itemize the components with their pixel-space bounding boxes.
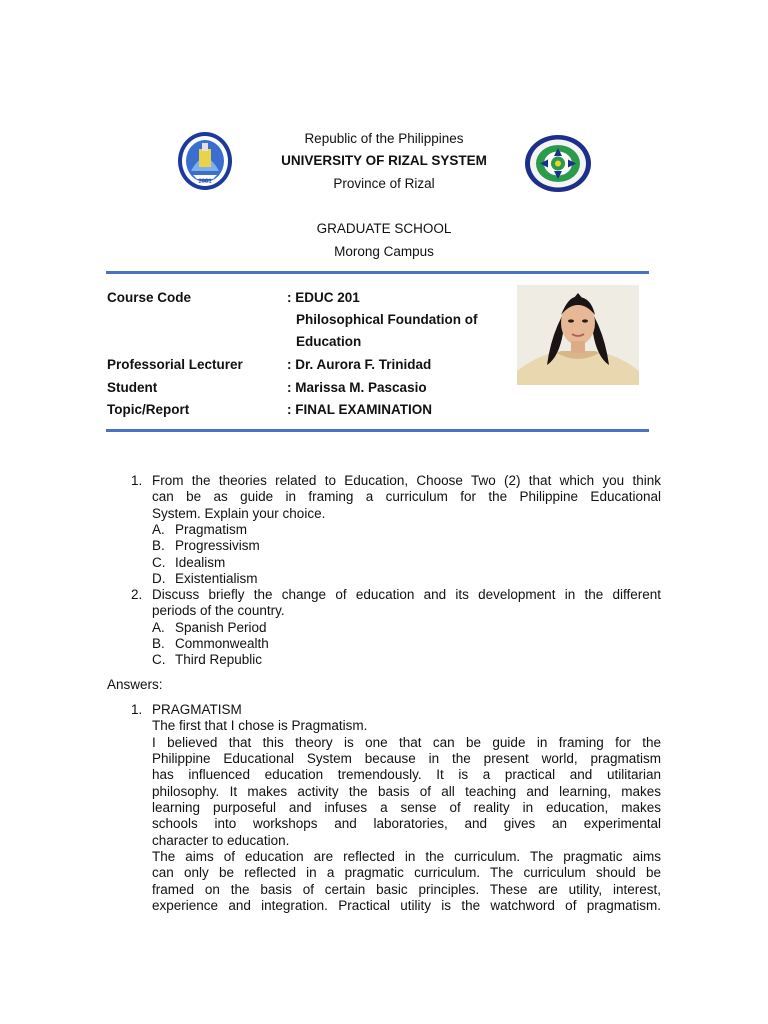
university-name: UNIVERSITY OF RIZAL SYSTEM bbox=[281, 153, 487, 168]
option-letter: C. bbox=[152, 652, 166, 667]
answer-line: philosophy. It makes activity the basis of all teaching and learning, makes bbox=[152, 784, 661, 799]
question-1-line: System. Explain your choice. bbox=[152, 506, 326, 521]
answer-line: can only be reflected in a pragmatic curriculum. The curriculum should be bbox=[152, 865, 661, 880]
answers-label: Answers: bbox=[107, 677, 163, 692]
option-text: Third Republic bbox=[175, 652, 263, 667]
question-1-line: can be as guide in framing a curriculum for the Philippine Educational bbox=[152, 489, 661, 504]
graduate-school-line: GRADUATE SCHOOL bbox=[316, 221, 452, 236]
student-photo bbox=[517, 285, 639, 385]
left-seal-year: 2001 bbox=[198, 179, 212, 185]
answer-line: The aims of education are reflected in the curriculum. The pragmatic aims bbox=[152, 849, 661, 864]
option-text: Spanish Period bbox=[175, 620, 267, 635]
question-2-line: Discuss briefly the change of education and its development in the different bbox=[152, 587, 661, 602]
option-text: Progressivism bbox=[175, 538, 260, 553]
question-2-number: 2. bbox=[131, 587, 143, 602]
answer-line: Philippine Educational System because in the present world, pragmatism bbox=[152, 751, 661, 766]
student-label: Student bbox=[107, 380, 158, 395]
lecturer-value: : Dr. Aurora F. Trinidad bbox=[287, 357, 432, 372]
answer-line: The first that I chose is Pragmatism. bbox=[152, 718, 368, 733]
answer-line: framed on the basis of certain basic principles. These are utility, interest, bbox=[152, 882, 661, 897]
topic-value: : FINAL EXAMINATION bbox=[287, 402, 432, 417]
answer-line: experience and integration. Practical utility is the watchword of pragmatism. bbox=[152, 898, 661, 913]
republic-line: Republic of the Philippines bbox=[304, 131, 464, 146]
answer-line: schools into workshops and laboratories, and gives an experimental bbox=[152, 816, 661, 831]
option-text: Existentialism bbox=[175, 571, 258, 586]
province-line: Province of Rizal bbox=[333, 176, 435, 191]
header-divider-bottom bbox=[106, 429, 649, 432]
answer-line: character to education. bbox=[152, 833, 290, 848]
answer-1-number: 1. bbox=[131, 702, 143, 717]
option-text: Commonwealth bbox=[175, 636, 269, 651]
option-letter: B. bbox=[152, 636, 165, 651]
question-2-line: periods of the country. bbox=[152, 603, 285, 618]
option-letter: A. bbox=[152, 620, 165, 635]
answer-line: learning purposeful and infuses a sense of reality in education, makes bbox=[152, 800, 661, 815]
option-letter: D. bbox=[152, 571, 166, 586]
lecturer-label: Professorial Lecturer bbox=[107, 357, 243, 372]
course-title-line-2: Education bbox=[296, 334, 362, 349]
topic-label: Topic/Report bbox=[107, 402, 190, 417]
option-letter: C. bbox=[152, 555, 166, 570]
campus-line: Morong Campus bbox=[334, 244, 434, 259]
course-code-value: : EDUC 201 bbox=[287, 290, 360, 305]
answer-1-title: PRAGMATISM bbox=[152, 702, 242, 717]
option-letter: B. bbox=[152, 538, 165, 553]
option-text: Pragmatism bbox=[175, 522, 248, 537]
question-1-number: 1. bbox=[131, 473, 143, 488]
option-letter: A. bbox=[152, 522, 165, 537]
course-code-label: Course Code bbox=[107, 290, 192, 305]
course-title-line-1: Philosophical Foundation of bbox=[296, 312, 478, 327]
student-value: : Marissa M. Pascasio bbox=[287, 380, 427, 395]
answer-line: I believed that this theory is one that can be guide in framing for the bbox=[152, 735, 661, 750]
question-1-line: From the theories related to Education, Choose Two (2) that which you think bbox=[152, 473, 661, 488]
option-text: Idealism bbox=[175, 555, 226, 570]
header-divider-top bbox=[106, 271, 649, 274]
answer-line: has influenced education tremendously. It is a practical and utilitarian bbox=[152, 767, 661, 782]
